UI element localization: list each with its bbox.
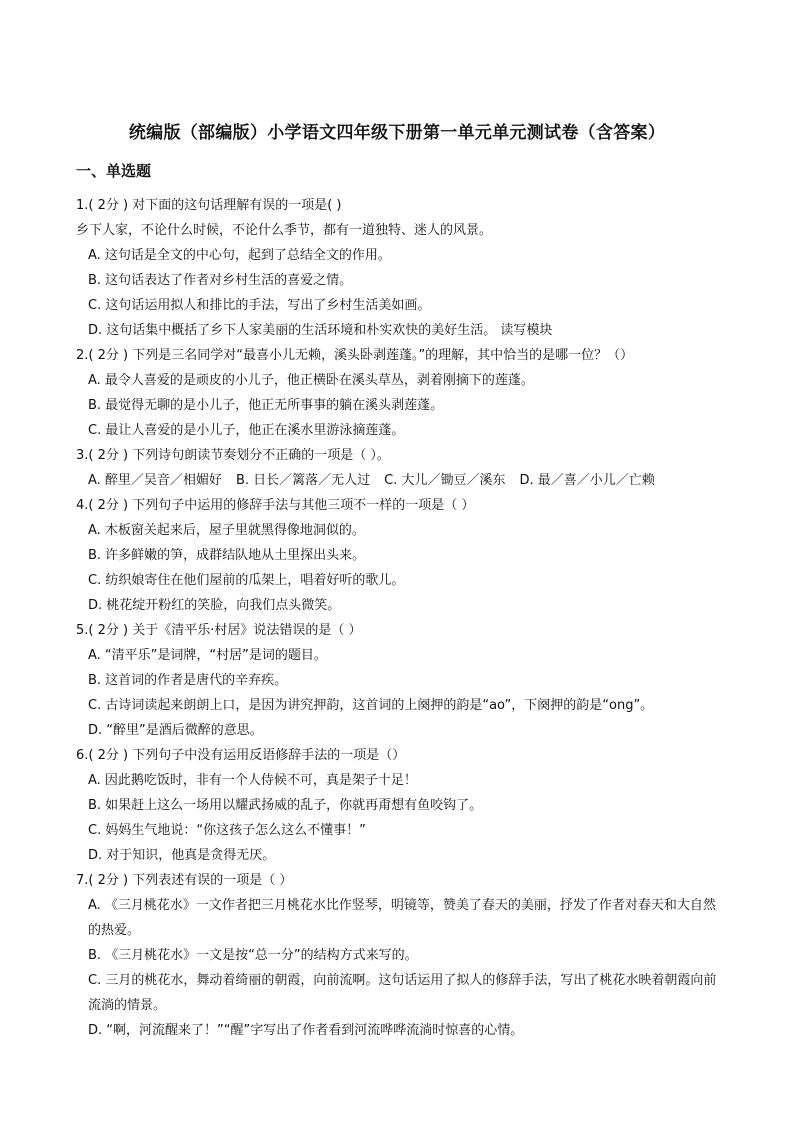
question-passage: 乡下人家，不论什么时候，不论什么季节，都有一道独特、迷人的风景。 xyxy=(76,223,493,238)
option-c: C. 最让人喜爱的是小儿子，他正在溪水里游泳摘莲蓬。 xyxy=(88,423,405,438)
option-c: C. 妈妈生气地说：“你这孩子怎么这么不懂事！” xyxy=(88,823,366,838)
option-a: A. 《三月桃花水》一文作者把三月桃花水比作竖琴，明镜等，赞美了春天的美丽，抒发了作者对春天和大自然的热爱。 xyxy=(88,898,716,938)
option-c: C. 三月的桃花水，舞动着绮丽的朝霞，向前流啊。这句话运用了拟人的修辞手法，写出了桃花水映着朝霞向前流淌的情景。 xyxy=(88,973,717,1013)
option-b: B. 如果赶上这么一场用以耀武扬威的乱子，你就再甭想有鱼咬钩了。 xyxy=(88,798,483,813)
option-a: A. 这句话是全文的中心句，起到了总结全文的作用。 xyxy=(88,248,391,263)
question-stem: 1.( 2分 ) 对下面的这句话理解有误的一项是( ) xyxy=(76,198,342,213)
option-d: D. 这句话集中概括了乡下人家美丽的生活环境和朴实欢快的美好生活。 读写模块 xyxy=(88,323,553,338)
question-3 xyxy=(76,443,726,493)
option-b: B. 这首词的作者是唐代的辛弃疾。 xyxy=(88,673,288,688)
option-b: B. 这句话表达了作者对乡村生活的喜爱之情。 xyxy=(88,273,353,288)
question-stem: 7.( 2分 ) 下列表述有误的一项是（ ） xyxy=(76,873,293,888)
option-c: C. 这句话运用拟人和排比的手法，写出了乡村生活美如画。 xyxy=(88,298,431,313)
option-c: C. 大儿／锄豆／溪东 xyxy=(384,473,506,488)
option-b: B. 日长／篱落／无人过 xyxy=(235,473,371,488)
option-d: D. 对于知识，他真是贪得无厌。 xyxy=(88,848,276,863)
question-stem: 6.( 2分 ) 下列句子中没有运用反语修辞手法的一项是（） xyxy=(76,748,406,763)
option-a: A. 木板窗关起来后，屋子里就黑得像地洞似的。 xyxy=(88,523,365,538)
question-list xyxy=(76,193,726,1043)
option-b: B. 《三月桃花水》一文是按“总一分”的结构方式来写的。 xyxy=(88,948,418,963)
question-7 xyxy=(76,868,726,1043)
option-c: C. 古诗词读起来朗朗上口，是因为讲究押韵，这首词的上阕押的韵是“ao”，下阕押的韵是“ong”。 xyxy=(88,698,654,713)
question-6 xyxy=(76,743,726,868)
option-c: C. 纺织娘寄住在他们屋前的瓜架上，唱着好听的歌儿。 xyxy=(88,573,405,588)
option-b: B. 最觉得无聊的是小儿子，他正无所事事的躺在溪头剥莲蓬。 xyxy=(88,398,444,413)
question-stem: 5.( 2分 ) 关于《清平乐·村居》说法错误的是（ ） xyxy=(76,623,362,638)
option-d: D. “醉里”是酒后微醉的意思。 xyxy=(88,723,263,738)
option-a: A. 醉里／吴音／相媚好 xyxy=(88,473,222,488)
section-heading: 一、单选题 xyxy=(76,162,152,180)
option-a: A. 最令人喜爱的是顽皮的小儿子，他正横卧在溪头草丛，剥着刚摘下的莲蓬。 xyxy=(88,373,534,388)
option-b: B. 许多鲜嫩的笋，成群结队地从土里探出头来。 xyxy=(88,548,366,563)
question-5 xyxy=(76,618,726,743)
question-stem: 3.( 2分 ) 下列诗句朗读节奏划分不正确的一项是（ ）。 xyxy=(76,448,390,463)
option-row xyxy=(76,468,726,493)
document-title: 统编版（部编版）小学语文四年级下册第一单元单元测试卷（含答案） xyxy=(128,123,666,143)
option-d: D. “啊，河流醒来了！”“醒”字写出了作者看到河流哗哗流淌时惊喜的心情。 xyxy=(88,1023,524,1038)
question-stem: 4.( 2分 ) 下列句子中运用的修辞手法与其他三项不一样的一项是（ ） xyxy=(76,498,475,513)
question-2 xyxy=(76,343,726,443)
option-d: D. 最／喜／小儿／亡赖 xyxy=(519,473,655,488)
option-a: A. “清平乐”是词牌，“村居”是词的题目。 xyxy=(88,648,327,663)
option-a: A. 因此鹅吃饭时，非有一个人侍候不可，真是架子十足！ xyxy=(88,773,417,788)
question-1 xyxy=(76,193,726,343)
option-d: D. 桃花绽开粉红的笑脸，向我们点头微笑。 xyxy=(88,598,341,613)
question-4 xyxy=(76,493,726,618)
question-stem: 2.( 2分 ) 下列是三名同学对“最喜小儿无赖，溪头卧剥莲蓬。”的理解，其中恰当的是哪一位？（） xyxy=(76,348,634,363)
